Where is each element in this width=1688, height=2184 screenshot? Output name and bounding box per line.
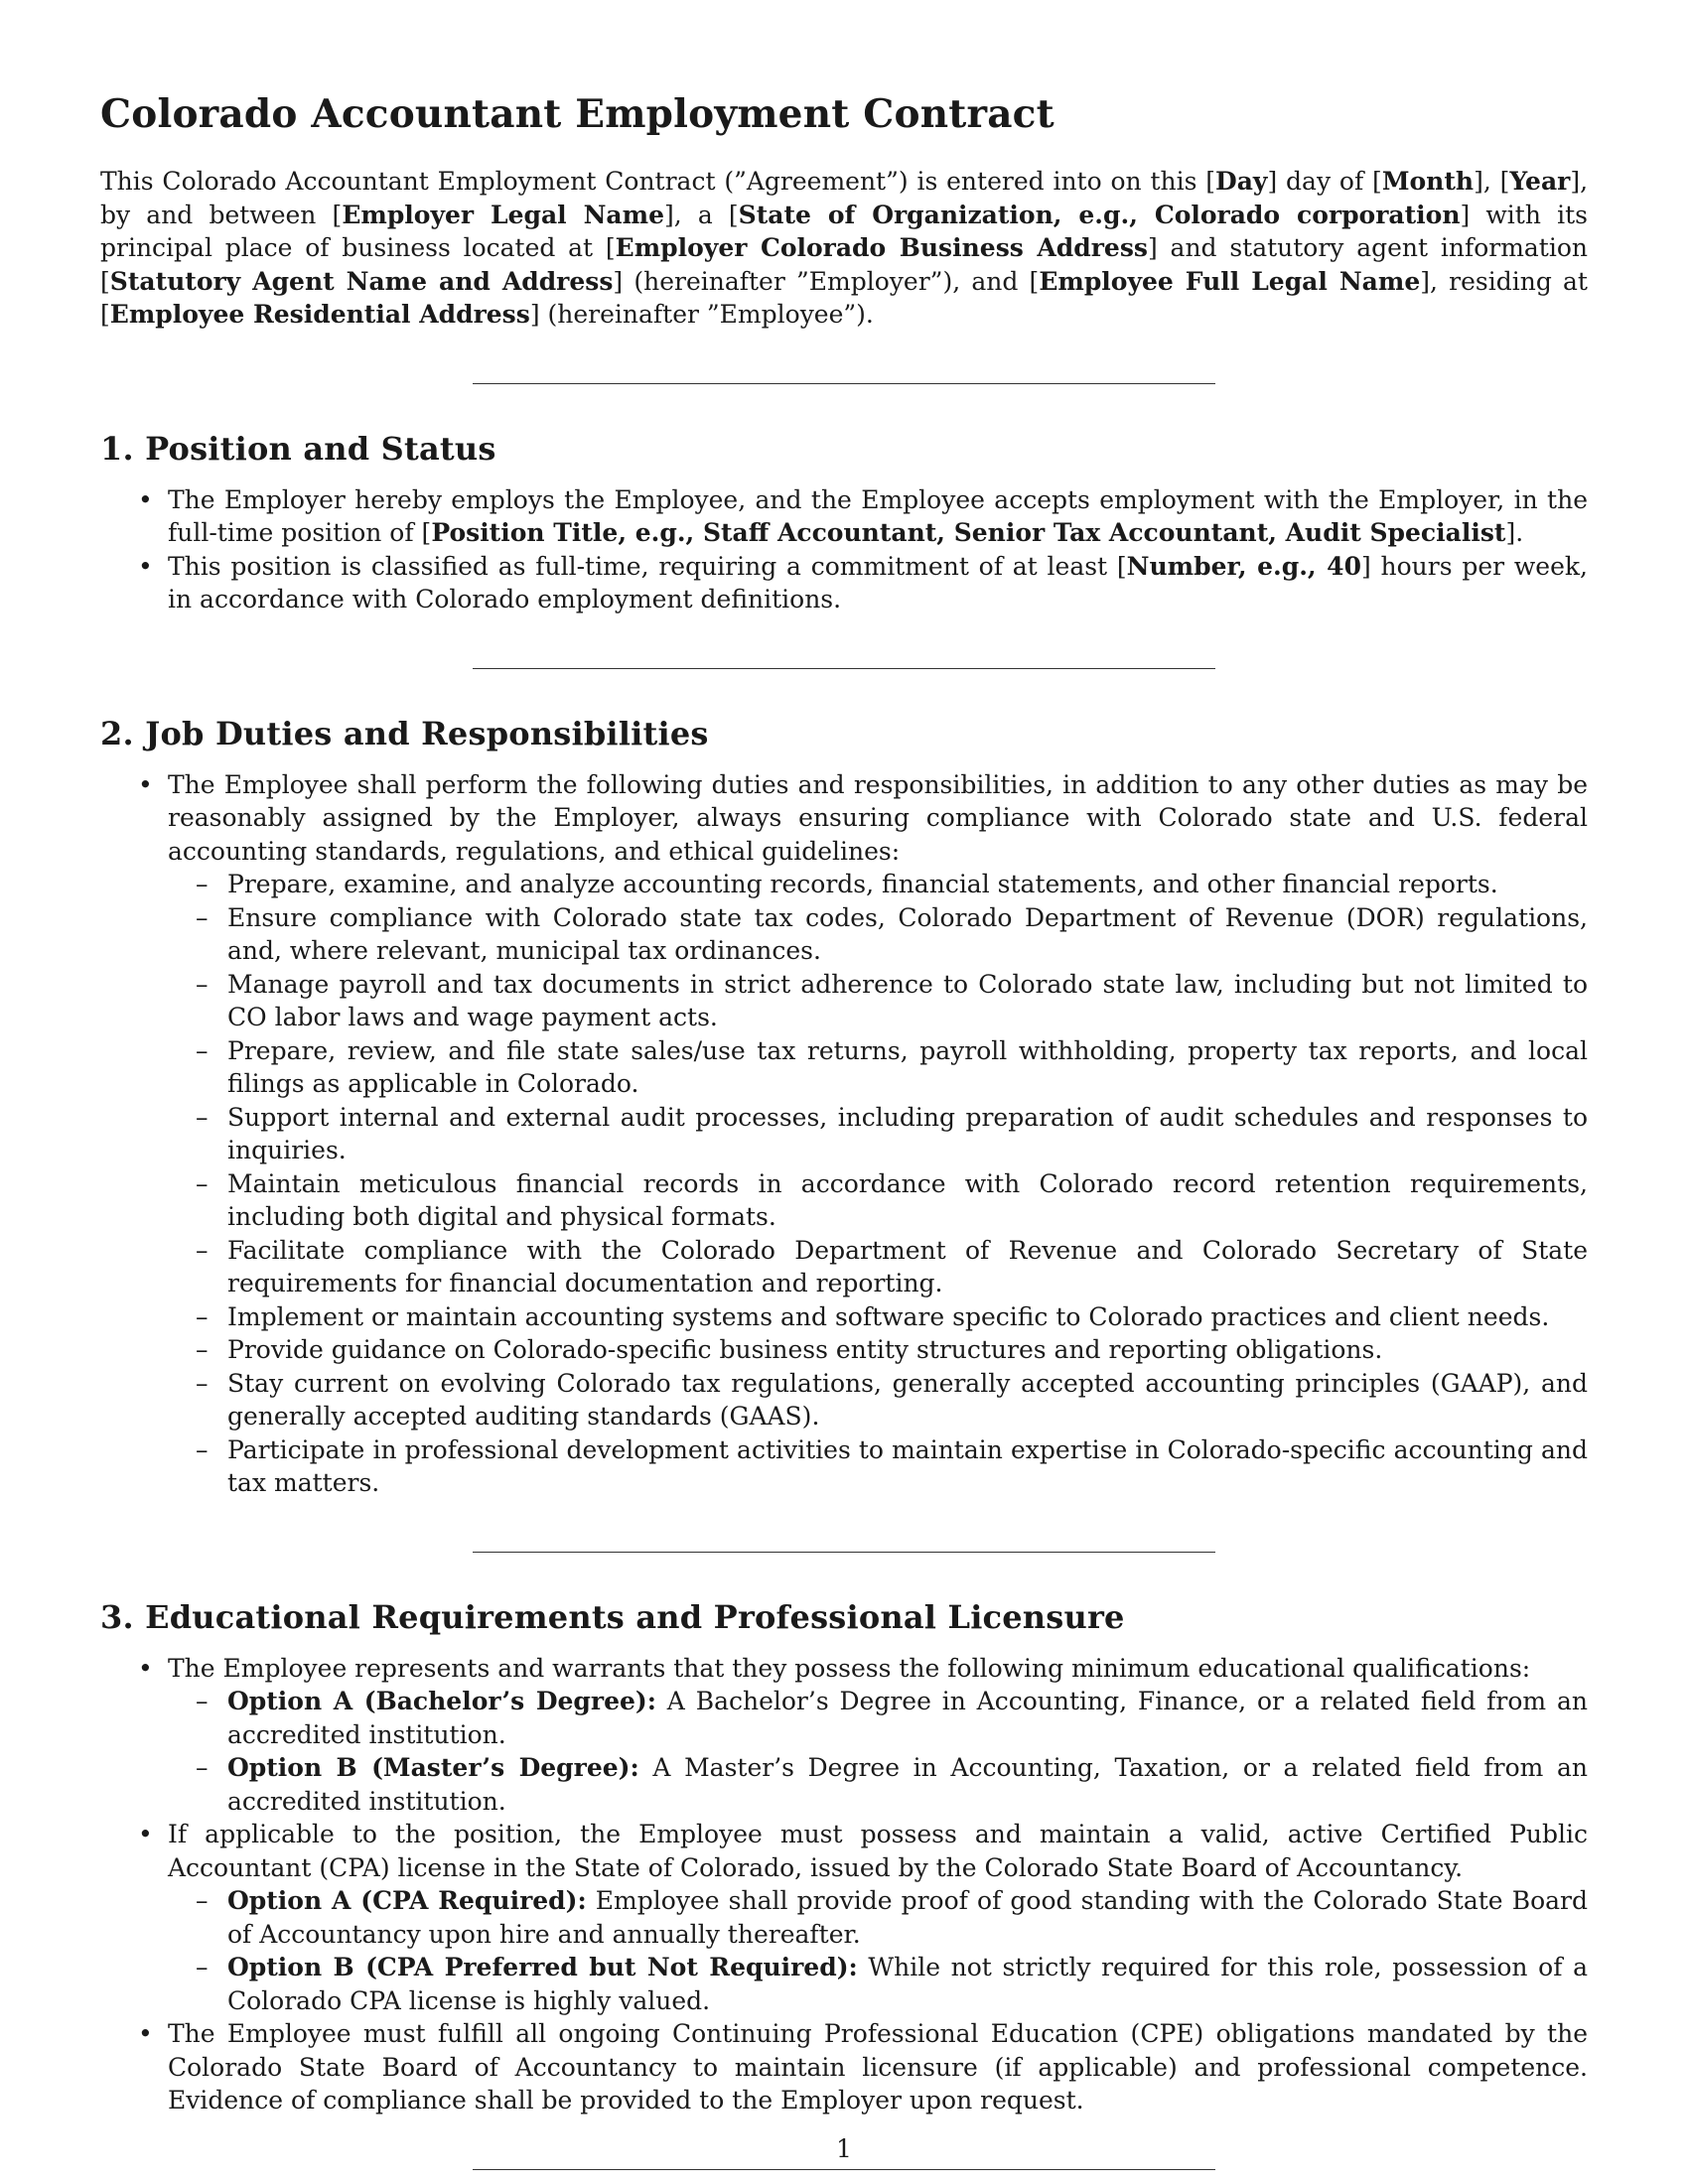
page-number: 1 — [836, 2134, 852, 2163]
list-item — [100, 483, 1588, 550]
item-text: This position is classified as full-time, requiring a commitment of at least [ — [168, 551, 1127, 581]
intro-text: ], [ — [1474, 167, 1510, 196]
option-label: Option A (CPA Required): — [227, 1886, 587, 1915]
hours-placeholder: Number, e.g., 40 — [1126, 551, 1361, 581]
position-list — [100, 483, 1588, 616]
list-item — [100, 2017, 1588, 2117]
section-divider — [473, 383, 1215, 384]
item-text: ]. — [1505, 518, 1524, 547]
option-text: A Master’s Degree in Accounting, Taxation, or a related field from an accredited institution. — [227, 1753, 1588, 1816]
duty-item: – Implement or maintain accounting systems and software specific to Colorado practices and client needs. — [168, 1300, 1588, 1334]
duties-sublist — [100, 868, 1588, 1500]
item-text: If applicable to the position, the Employee must possess and maintain a valid, active Certified Public Accountant (CPA) license in the State of Colorado, issued by the Colorado State Board of Accountancy. — [168, 1820, 1588, 1882]
item-text: The Employee shall perform the following duties and responsibilities, in addition to any other duties as may be reasonably assigned by the Employer, always ensuring compliance with Colorado state and U.S. federal accounting standards, regulations, and ethical guidelines: — [168, 769, 1588, 866]
section-divider — [473, 1552, 1215, 1553]
intro-text: ], by and between [ — [100, 167, 1589, 229]
option-label: Option B (CPA Preferred but Not Required): — [227, 1953, 858, 1981]
section-heading-duties: 2. Job Duties and Responsibilities — [100, 714, 709, 752]
employer-name-placeholder: Employer Legal Name — [342, 200, 664, 229]
duty-item: – Maintain meticulous financial records in accordance with Colorado record retention requirements, including both digital and physical formats. — [168, 1167, 1588, 1234]
employee-address-placeholder: Employee Residential Address — [109, 300, 530, 329]
option-text: While not strictly required for this role, possession of a Colorado CPA license is highly valued. — [227, 1953, 1589, 2015]
option-text: A Bachelor’s Degree in Accounting, Finance, or a related field from an accredited institution. — [227, 1687, 1588, 1749]
degree-options-list — [100, 1685, 1588, 1818]
option-item — [168, 1751, 1588, 1818]
section-divider — [473, 668, 1215, 669]
intro-text: ] (hereinafter ”Employee”). — [529, 300, 874, 329]
list-item — [100, 550, 1588, 616]
item-text: ] hours per week, in accordance with Colorado employment definitions. — [168, 551, 1588, 614]
option-text: Employee shall provide proof of good standing with the Colorado State Board of Accountancy upon hire and annually thereafter. — [227, 1886, 1588, 1949]
duty-item: – Ensure compliance with Colorado state tax codes, Colorado Department of Revenue (DOR) regulations, and, where relevant, municipal tax ordinances. — [168, 901, 1588, 968]
duty-item: – Support internal and external audit processes, including preparation of audit schedules and responses to inquiries. — [168, 1101, 1588, 1167]
intro-text: ], residing at [ — [100, 266, 1588, 329]
intro-text: ] with its principal place of business located at [ — [100, 200, 1588, 262]
duty-item: – Stay current on evolving Colorado tax regulations, generally accepted accounting principles (GAAP), and generally accepted auditing standards (GAAS). — [168, 1367, 1588, 1433]
section-heading-position: 1. Position and Status — [100, 429, 496, 468]
duty-item: – Provide guidance on Colorado-specific business entity structures and reporting obligations. — [168, 1333, 1588, 1367]
cpa-options-list — [100, 1884, 1588, 2017]
intro-paragraph — [100, 165, 1588, 332]
education-list — [100, 1652, 1588, 2117]
list-item — [100, 1652, 1588, 1819]
month-placeholder: Month — [1381, 167, 1475, 196]
section-heading-education: 3. Educational Requirements and Professional Licensure — [100, 1597, 1125, 1636]
item-text: The Employee must fulfill all ongoing Continuing Professional Education (CPE) obligations mandated by the Colorado State Board of Accountancy to maintain licensure (if applicable) and professional competence. Evidence of compliance shall be provided to the Employer upon request. — [168, 2019, 1588, 2115]
duty-item: – Facilitate compliance with the Colorado Department of Revenue and Colorado Secretary of State requirements for financial documentation and reporting. — [168, 1234, 1588, 1300]
intro-text: ] and statutory agent information [ — [100, 233, 1588, 296]
day-placeholder: Day — [1215, 167, 1268, 196]
duty-item: – Participate in professional development activities to maintain expertise in Colorado-specific accounting and tax matters. — [168, 1433, 1588, 1500]
document-title: Colorado Accountant Employment Contract — [100, 91, 1055, 137]
duties-list — [100, 768, 1588, 1500]
intro-text: ], a [ — [663, 200, 739, 229]
business-address-placeholder: Employer Colorado Business Address — [615, 233, 1148, 262]
statutory-agent-placeholder: Statutory Agent Name and Address — [109, 266, 614, 296]
item-text: The Employee represents and warrants that they possess the following minimum educational qualifications: — [168, 1653, 1531, 1683]
intro-text: ] day of [ — [1267, 167, 1382, 196]
option-label: Option A (Bachelor’s Degree): — [227, 1687, 656, 1715]
section-divider — [473, 2169, 1215, 2170]
position-title-placeholder: Position Title, e.g., Staff Accountant, Senior Tax Accountant, Audit Specialist — [431, 518, 1506, 547]
intro-text: ] (hereinafter ”Employer”), and [ — [613, 266, 1040, 296]
option-item — [168, 1884, 1588, 1951]
employee-name-placeholder: Employee Full Legal Name — [1039, 266, 1421, 296]
item-text: The Employer hereby employs the Employee, and the Employee accepts employment with the Employer, in the full-time position of [ — [168, 484, 1588, 547]
duty-item: – Prepare, examine, and analyze accounting records, financial statements, and other financial reports. — [168, 868, 1588, 901]
intro-text: This Colorado Accountant Employment Contract (”Agreement”) is entered into on this [ — [100, 167, 1216, 196]
year-placeholder: Year — [1509, 167, 1571, 196]
list-item — [100, 1818, 1588, 2017]
duty-item: – Manage payroll and tax documents in strict adherence to Colorado state law, including but not limited to CO labor laws and wage payment acts. — [168, 968, 1588, 1034]
list-item — [100, 768, 1588, 1500]
option-item — [168, 1685, 1588, 1751]
option-label: Option B (Master’s Degree): — [227, 1753, 639, 1782]
duty-item: – Prepare, review, and file state sales/use tax returns, payroll withholding, property tax reports, and local filings as applicable in Colorado. — [168, 1034, 1588, 1101]
state-org-placeholder: State of Organization, e.g., Colorado corporation — [738, 200, 1461, 229]
option-item — [168, 1951, 1588, 2017]
